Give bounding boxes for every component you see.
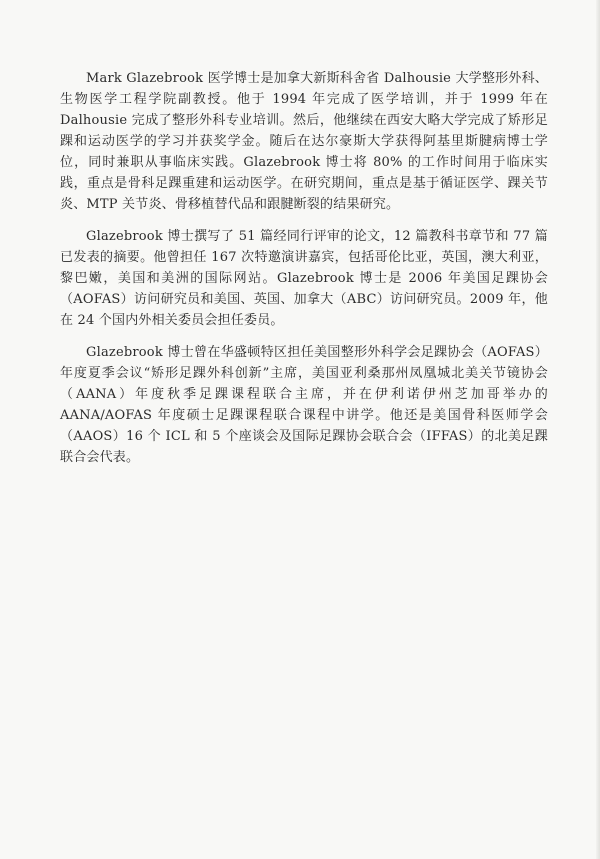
page-edge-shadow	[596, 0, 600, 859]
biography-text	[60, 68, 548, 479]
paragraph-education: Mark Glazebrook 医学博士是加拿大新斯科舍省 Dalhousie 大学整形外科、生物医学工程学院副教授。他于 1994 年完成了医学培训，并于 1999 年在 Dalhousie 完成了整形外科专业培训。然后，他继续在西安大略大学完成了矫形足踝和运动医学的学习并获奖学金。随后在达尔豪斯大学获得阿基里斯腱病博士学位，同时兼职从事临床实践。Glazebrook 博士将 80% 的工作时间用于临床实践，重点是骨科足踝重建和运动医学。在研究期间，重点是基于循证医学、踝关节炎、MTP 关节炎、骨移植替代品和跟腱断裂的结果研究。	[60, 71, 548, 212]
paragraph-leadership: Glazebrook 博士曾在华盛顿特区担任美国整形外科学会足踝协会（AOFAS）年度夏季会议“矫形足踝外科创新”主席，美国亚利桑那州凤凰城北美关节镜协会（AANA）年度秋季足踝课程联合主席，并在伊利诺伊州芝加哥举办的 AANA/AOFAS 年度硕士足踝课程联合课程中讲学。他还是美国骨科医师学会（AAOS）16 个 ICL 和 5 个座谈会及国际足踝协会联合会（IFFAS）的北美足踝联合会代表。	[60, 345, 548, 465]
paragraph-publications: Glazebrook 博士撰写了 51 篇经同行评审的论文，12 篇教科书章节和 77 篇已发表的摘要。他曾担任 167 次特邀演讲嘉宾，包括哥伦比亚，英国，澳大利亚，黎巴嫩，美国和美洲的国际网站。Glazebrook 博士是 2006 年美国足踝协会（AOFAS）访问研究员和美国、英国、加拿大（ABC）访问研究员。2009 年，他在 24 个国内外相关委员会担任委员。	[60, 229, 548, 328]
